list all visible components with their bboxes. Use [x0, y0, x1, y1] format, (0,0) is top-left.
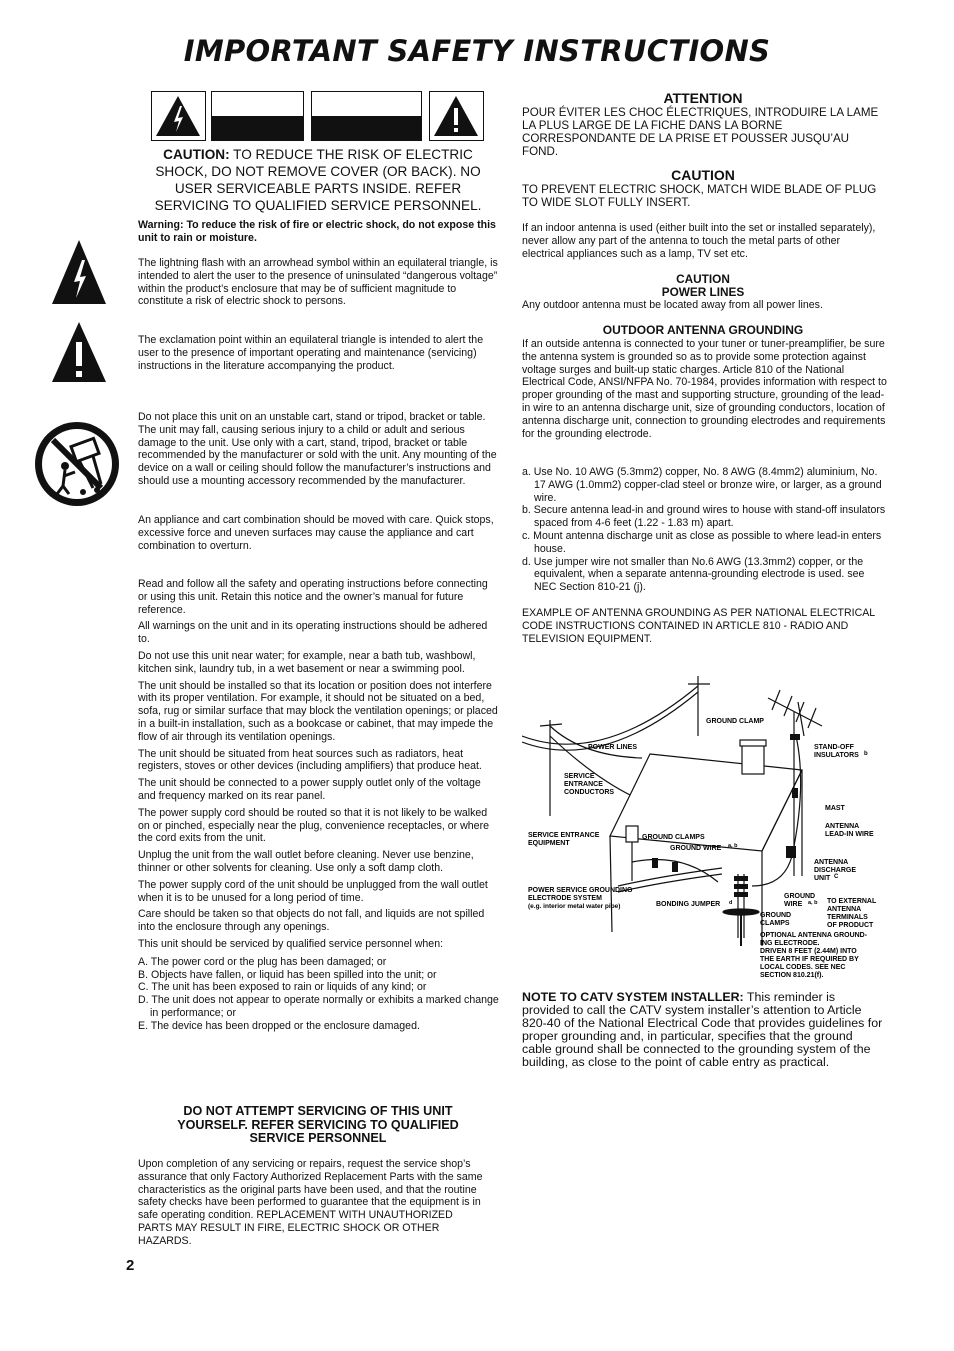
lightning-explanation: The lightning flash with an arrowhead symbol within an equilateral triangle, is intended to alert the user to the presence of uninsulated “dangerous voltage” within the product’s enclosure that may be of sufficient magnitude to constitute a risk of electric shock to persons. — [138, 257, 498, 308]
catv-note — [522, 991, 884, 1068]
exclamation-symbol-icon — [50, 320, 108, 384]
diagram-label: INSULATORS — [814, 752, 859, 759]
diagram-label: EQUIPMENT — [528, 840, 570, 847]
antenna-grounding-diagram — [522, 676, 886, 984]
diagram-label: MAST — [825, 805, 845, 812]
diagram-label: ELECTRODE SYSTEM — [528, 895, 602, 902]
diagram-label: OPTIONAL ANTENNA GROUND- — [760, 932, 868, 939]
diagram-label: OF PRODUCT — [827, 922, 874, 929]
caution-statement — [138, 146, 498, 214]
cart-warning-icon — [33, 420, 121, 508]
diagram-label: a, b — [728, 843, 738, 849]
exclamation-warning-box — [429, 91, 484, 141]
list-item: A. The power cord or the plug has been damaged; or — [138, 955, 387, 968]
grounding-requirements-list — [522, 466, 886, 594]
catv-label: NOTE TO CATV SYSTEM INSTALLER: — [522, 990, 744, 1004]
diagram-label: (e.g. interior metal water pipe) — [528, 903, 621, 910]
indoor-antenna-text: If an indoor antenna is used (either built into the set or installed separately), never allow any part of the antenna to touch the metal parts of other electrical appliances such as a lamp, TV set etc. — [522, 222, 876, 260]
instruction-item: Care should be taken so that objects do not fall, and liquids are not spilled into the enclosure through any openings. — [138, 908, 485, 934]
list-item: B. Objects have fallen, or liquid has been spilled into the unit; or — [138, 968, 437, 981]
diagram-label: GROUND CLAMPS — [642, 834, 705, 841]
diagram-label: WIRE — [784, 901, 803, 908]
instruction-item: The unit should be situated from heat sources such as radiators, heat registers, stoves or other devices (including amplifiers) that produce heat. — [138, 747, 482, 773]
attention-text: POUR ÉVITER LES CHOC ÉLECTRIQUES, INTRODUIRE LA LAME LA PLUS LARGE DE LA FICHE DANS LA BORNE CORRESPONDANTE DE LA PRISE ET POUSSER JUSQU’AU FOND. — [522, 106, 879, 158]
diagram-label: C — [834, 874, 839, 880]
diagram-label: SERVICE — [564, 773, 595, 780]
page-number: 2 — [126, 1257, 135, 1274]
diagram-label: DRIVEN 8 FEET (2.44M) INTO — [760, 948, 857, 955]
example-text: EXAMPLE OF ANTENNA GROUNDING AS PER NATIONAL ELECTRICAL CODE INSTRUCTIONS CONTAINED IN ARTICLE 810 - RADIO AND TELEVISION EQUIPMENT. — [522, 607, 875, 645]
diagram-label: BONDING JUMPER — [656, 901, 721, 908]
instruction-item: Read and follow all the safety and operating instructions before connecting or using this unit. Retain this notice and the owner’s manual for future reference. — [138, 578, 488, 616]
caution-heading: CAUTION — [671, 167, 735, 183]
diagram-label: ING ELECTRODE. — [760, 940, 820, 947]
diagram-label: LEAD-IN WIRE — [825, 831, 874, 838]
diagram-label: ENTRANCE — [564, 781, 603, 788]
diagram-label: GROUND — [784, 893, 816, 900]
diagram-label: DISCHARGE — [814, 867, 857, 874]
diagram-label: CLAMPS — [760, 920, 790, 927]
completion-text: Upon completion of any servicing or repairs, request the service shop’s assurance that only Factory Authorized Replacement Parts with the same characteristics as the original parts have been used, and that the routine safety checks have been performed to guarantee that the equipment is in safe operating condition. REPLACEMENT WITH UNAUTHORIZED PARTS MAY RESULT IN FIRE, ELECTRIC SHOCK OR OTHER HAZARDS. — [138, 1158, 483, 1247]
diagram-label: SECTION 810.21(f). — [760, 972, 824, 979]
diagram-label: d — [729, 900, 733, 906]
cart-warning-text: Do not place this unit on an unstable cart, stand or tripod, bracket or table. The unit may fall, causing serious injury to a child or adult and serious damage to the unit. Use only with a cart, stand, tripod, bracket or table recommended by the manufacturer or sold with the unit. Any mounting of the device on a wall or ceiling should follow the manufacturer’s instructions and should use a mounting accessory recommended by the manufacturer. — [138, 411, 497, 487]
list-item: c. Mount antenna discharge unit as close as possible to where lead-in enters house. — [522, 529, 882, 555]
diagram-label: b — [864, 751, 868, 757]
lightning-warning-box — [151, 91, 206, 141]
power-lines-heading-line2: POWER LINES — [661, 284, 745, 299]
rain-warning: Warning: To reduce the risk of fire or electric shock, do not expose this unit to rain or moisture. — [138, 219, 496, 244]
instruction-item: The power supply cord should be routed so that it is not likely to be walked on or pinched, especially near the plug, convenience receptacles, or where the cord exits from the unit. — [138, 806, 489, 845]
diagram-label: a, b — [808, 900, 818, 906]
list-item: b. Secure antenna lead-in and ground wires to house with stand-off insulators spaced from 4-6 feet (1.22 - 1.83 m) apart. — [522, 504, 886, 530]
instruction-item: This unit should be serviced by qualified service personnel when: — [138, 937, 444, 950]
diagram-label: CONDUCTORS — [564, 789, 615, 796]
diagram-label: POWER SERVICE GROUNDING — [528, 887, 633, 894]
diagram-label: LOCAL CODES. SEE NEC — [760, 964, 846, 971]
caution-text: TO REDUCE THE RISK OF ELECTRIC SHOCK, DO NOT REMOVE COVER (OR BACK). NO USER SERVICEABLE PARTS INSIDE. REFER SERVICING TO QUALIFIED SERVICE PERSONNEL. — [154, 147, 482, 213]
diagram-label: SERVICE ENTRANCE — [528, 832, 600, 839]
instruction-item: Do not use this unit near water; for example, near a bath tub, washbowl, kitchen sink, laundry tub, in a wet basement or near a swimming pool. — [138, 649, 476, 675]
lightning-triangle-icon — [152, 92, 204, 139]
instruction-item: The unit should be installed so that its location or position does not interfere with its proper ventilation. For example, it should not be situated on a bed, sofa, rug or similar surface that may block the ventilation openings; or placed in a built-in installation, such as a bookcase or cabinet, that may impede the flow of air through its ventilation openings. — [138, 679, 498, 743]
instruction-item: All warnings on the unit and in its operating instructions should be adhered to. — [138, 620, 488, 646]
power-lines-text: Any outdoor antenna must be located away from all power lines. — [522, 299, 823, 311]
instructions-list — [138, 578, 500, 1033]
diagram-label: TO EXTERNAL — [827, 898, 877, 905]
exclamation-explanation: The exclamation point within an equilateral triangle is intended to alert the user to the presence of important operating and maintenance (servicing) instructions in the literature accompanying the product. — [138, 334, 484, 372]
diagram-label: GROUND CLAMP — [706, 718, 764, 725]
attention-heading: ATTENTION — [663, 90, 743, 106]
label-box-left — [211, 91, 304, 141]
grounding-text: If an outside antenna is connected to your tuner or tuner-preamplifier, be sure the antenna system is grounded so as to provide some protection against voltage surges and built-up static charges. Article 810 of the National Electrical Code, ANSI/NFPA No. 70-1984, provides information with respect to proper grounding of the mast and supporting structure, grounding of the lead-in wire to an antenna discharge unit, size of grounding conductors, location of antenna discharge unit, connection to grounding electrodes and requirements for the grounding electrode. — [522, 338, 887, 440]
catv-text: This reminder is provided to call the CATV system installer’s attention to Article 820-40 of the National Electrical Code that provides guidelines for proper grounding and, in particular, specifies that the ground cable ground shall be connected to the grounding system of the building, as close to the point of cable entry as practical. — [522, 990, 883, 1069]
service-conditions-list — [138, 956, 500, 1033]
diagram-label: ANTENNA — [827, 906, 862, 913]
list-item: D. The unit does not appear to operate normally or exhibits a marked change in performance; or — [138, 994, 499, 1019]
do-not-attempt-heading: DO NOT ATTEMPT SERVICING OF THIS UNIT YOURSELF. REFER SERVICING TO QUALIFIED SERVICE PERSONNEL — [177, 1104, 459, 1145]
caution-plug-text: TO PREVENT ELECTRIC SHOCK, MATCH WIDE BLADE OF PLUG TO WIDE SLOT FULLY INSERT. — [522, 183, 877, 209]
diagram-label: STAND-OFF — [814, 744, 854, 751]
power-lines-heading — [522, 273, 884, 298]
label-box-right — [311, 91, 422, 141]
list-item: d. Use jumper wire not smaller than No.6 AWG (13.3mm2) copper, or the equivalent, when a separate antenna-grounding electrode is used. see NEC Section 810-21 (j). — [522, 555, 865, 594]
diagram-label: UNIT — [814, 875, 831, 882]
diagram-label: THE EARTH IF REQUIRED BY — [760, 956, 859, 963]
list-item: C. The unit has been exposed to rain or liquids of any kind; or — [138, 981, 427, 994]
instruction-item: Unplug the unit from the wall outlet before cleaning. Never use benzine, thinner or other solvents for cleaning. Use only a soft damp cloth. — [138, 849, 474, 874]
caution-label: CAUTION: — [163, 147, 230, 162]
cart-move-text: An appliance and cart combination should be moved with care. Quick stops, excessive force and uneven surfaces may cause the appliance and cart combination to overturn. — [138, 514, 494, 552]
list-item: E. The device has been dropped or the enclosure damaged. — [138, 1019, 420, 1032]
power-lines-heading-line1: CAUTION — [676, 272, 730, 286]
instruction-item: The power supply cord of the unit should be unplugged from the wall outlet when it is to be unused for a long period of time. — [138, 878, 488, 904]
diagram-label: POWER LINES — [588, 744, 638, 751]
diagram-label: GROUND — [760, 912, 792, 919]
lightning-symbol-icon — [50, 238, 108, 308]
diagram-label: TERMINALS — [827, 914, 868, 921]
grounding-heading: OUTDOOR ANTENNA GROUNDING — [602, 323, 804, 337]
exclamation-triangle-icon — [430, 92, 482, 139]
list-item: a. Use No. 10 AWG (5.3mm2) copper, No. 8 AWG (8.4mm2) aluminium, No. 17 AWG (1.0mm2) copper-clad steel or bronze wire, or larger, as a ground wire. — [522, 466, 882, 504]
page-title: IMPORTANT SAFETY INSTRUCTIONS — [183, 34, 771, 68]
instruction-item: The unit should be connected to a power supply outlet only of the voltage and frequency marked on its rear panel. — [138, 777, 481, 802]
diagram-label: ANTENNA — [814, 859, 849, 866]
diagram-label: ANTENNA — [825, 823, 860, 830]
diagram-label: GROUND WIRE — [670, 845, 722, 852]
